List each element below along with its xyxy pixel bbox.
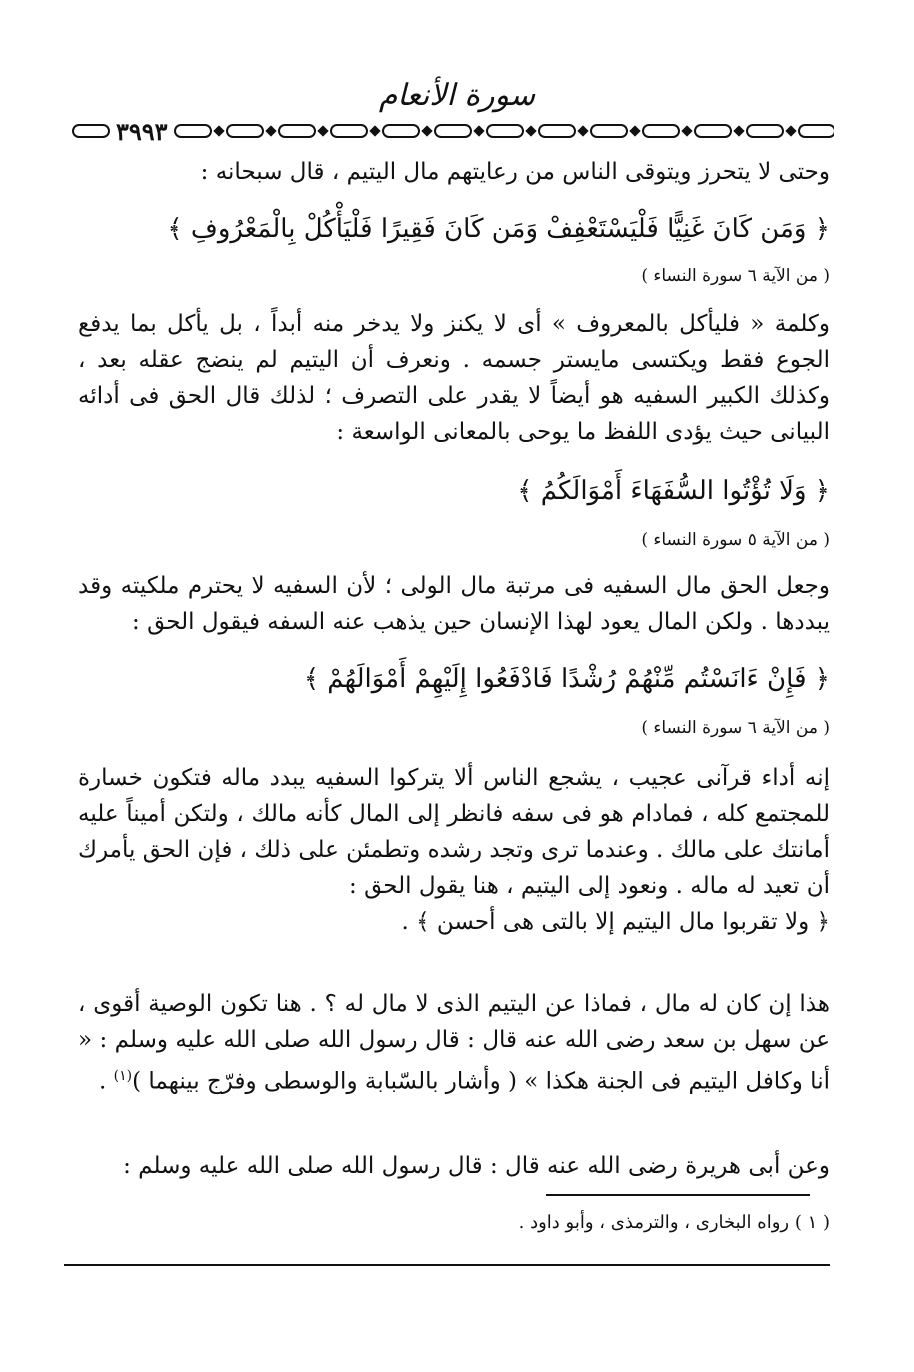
verse-source-1: ( من الآية ٦ سورة النساء ) — [641, 266, 830, 286]
chain-diamond — [785, 125, 796, 136]
chain-diamond — [421, 125, 432, 136]
quran-verse-3: ﴿ فَإِنْ ءَانَسْتُم مِّنْهُمْ رُشْدًا فَادْفَعُوا إِلَيْهِمْ أَمْوَالَهُمْ ﴾ — [303, 664, 830, 694]
quran-verse-1: ﴿ وَمَن كَانَ غَنِيًّا فَلْيَسْتَعْفِفْ وَمَن كَانَ فَقِيرًا فَلْيَأْكُلْ بِالْمَعْرُوفِ ﴾ — [167, 214, 830, 244]
chain-link — [72, 124, 110, 138]
footnote-reference: (١) — [113, 1068, 133, 1084]
chain-diamond — [317, 125, 328, 136]
chain-link — [330, 124, 368, 138]
chain-link — [642, 124, 680, 138]
bottom-rule — [64, 1264, 830, 1266]
paragraph-4 — [78, 760, 830, 940]
paragraph-4-verse: ﴿ ولا تقربوا مال اليتيم إلا بالتى هى أحسن ﴾ . — [401, 909, 830, 935]
chain-link — [694, 124, 732, 138]
chain-link — [798, 124, 834, 138]
chain-diamond — [265, 125, 276, 136]
surah-title: سورة الأنعام — [378, 78, 536, 113]
paragraph-3: وجعل الحق مال السفيه فى مرتبة مال الولى ؛ لأن السفيه لا يحترم ملكيته وقد يبددها . ولكن المال يعود لهذا الإنسان حين يذهب عنه السفه فيقول الحق : — [78, 573, 830, 635]
chain-link — [382, 124, 420, 138]
chain-diamond — [629, 125, 640, 136]
chain-diamond — [733, 125, 744, 136]
paragraph-5-text: هذا إن كان له مال ، فماذا عن اليتيم الذى لا مال له ؟ . هنا تكون الوصية أقوى ، عن سهل بن سعد رضى الله عنه قال : قال رسول الله صلى الله عليه وسلم : « أنا وكافل اليتيم فى الجنة هكذا » ( وأشار بالسّبابة والوسطى وفرّج بينهما ) — [78, 991, 830, 1095]
footnote-1: ( ١ ) رواه البخارى ، والترمذى ، وأبو داود . — [518, 1212, 830, 1233]
chain-diamond — [213, 125, 224, 136]
chain-link — [486, 124, 524, 138]
footnote-separator — [546, 1194, 810, 1196]
verse-source-3: ( من الآية ٦ سورة النساء ) — [641, 718, 830, 738]
paragraph-5 — [78, 986, 830, 1100]
paragraph-6: وعن أبى هريرة رضى الله عنه قال : قال رسول الله صلى الله عليه وسلم : — [123, 1153, 830, 1179]
paragraph-1: وحتى لا يتحرز ويتوقى الناس من رعايتهم مال اليتيم ، قال سبحانه : — [200, 159, 830, 185]
chain-link — [174, 124, 212, 138]
chain-link — [434, 124, 472, 138]
page-number: ٣٩٩٣ — [116, 118, 168, 144]
chain-diamond — [577, 125, 588, 136]
chain-diamond — [473, 125, 484, 136]
paragraph-4-text: إنه أداء قرآنى عجيب ، يشجع الناس ألا يتركوا السفيه يبدد ماله فتكون خسارة للمجتمع كله ، فمادام هو فى سفه فانظر إلى المال كأنه مالك ، ولتكن أميناً عليه أمانتك على مالك . وعندما ترى وتجد رشده وتطمئن على ذلك ، فإن الحق يأمرك أن تعيد له ماله . ونعود إلى اليتيم ، هنا يقول الحق : — [78, 765, 830, 899]
chain-link — [226, 124, 264, 138]
chain-diamond — [525, 125, 536, 136]
paragraph-2: وكلمة « فليأكل بالمعروف » أى لا يكنز ولا يدخر منه أبداً ، بل يأكل بما يدفع الجوع فقط ويكتسى مايستر جسمه . ونعرف أن اليتيم لم ينضج عقله بعد ، وكذلك الكبير السفيه هو أيضاً لا يقدر على التصرف ؛ لذلك قال الحق فى أدائه البيانى حيث يؤدى اللفظ ما يوحى بالمعانى الواسعة : — [78, 311, 830, 445]
paragraph-5-end: . — [99, 1068, 114, 1095]
chain-link — [278, 124, 316, 138]
chain-diamond — [369, 125, 380, 136]
chain-link — [538, 124, 576, 138]
chain-diamond — [681, 125, 692, 136]
quran-verse-2: ﴿ وَلَا تُؤْتُوا السُّفَهَاءَ أَمْوَالَكُمُ ﴾ — [517, 476, 830, 506]
chain-link — [590, 124, 628, 138]
header-chain-ornament — [72, 118, 834, 144]
chain-link — [746, 124, 784, 138]
verse-source-2: ( من الآية ٥ سورة النساء ) — [641, 530, 830, 550]
